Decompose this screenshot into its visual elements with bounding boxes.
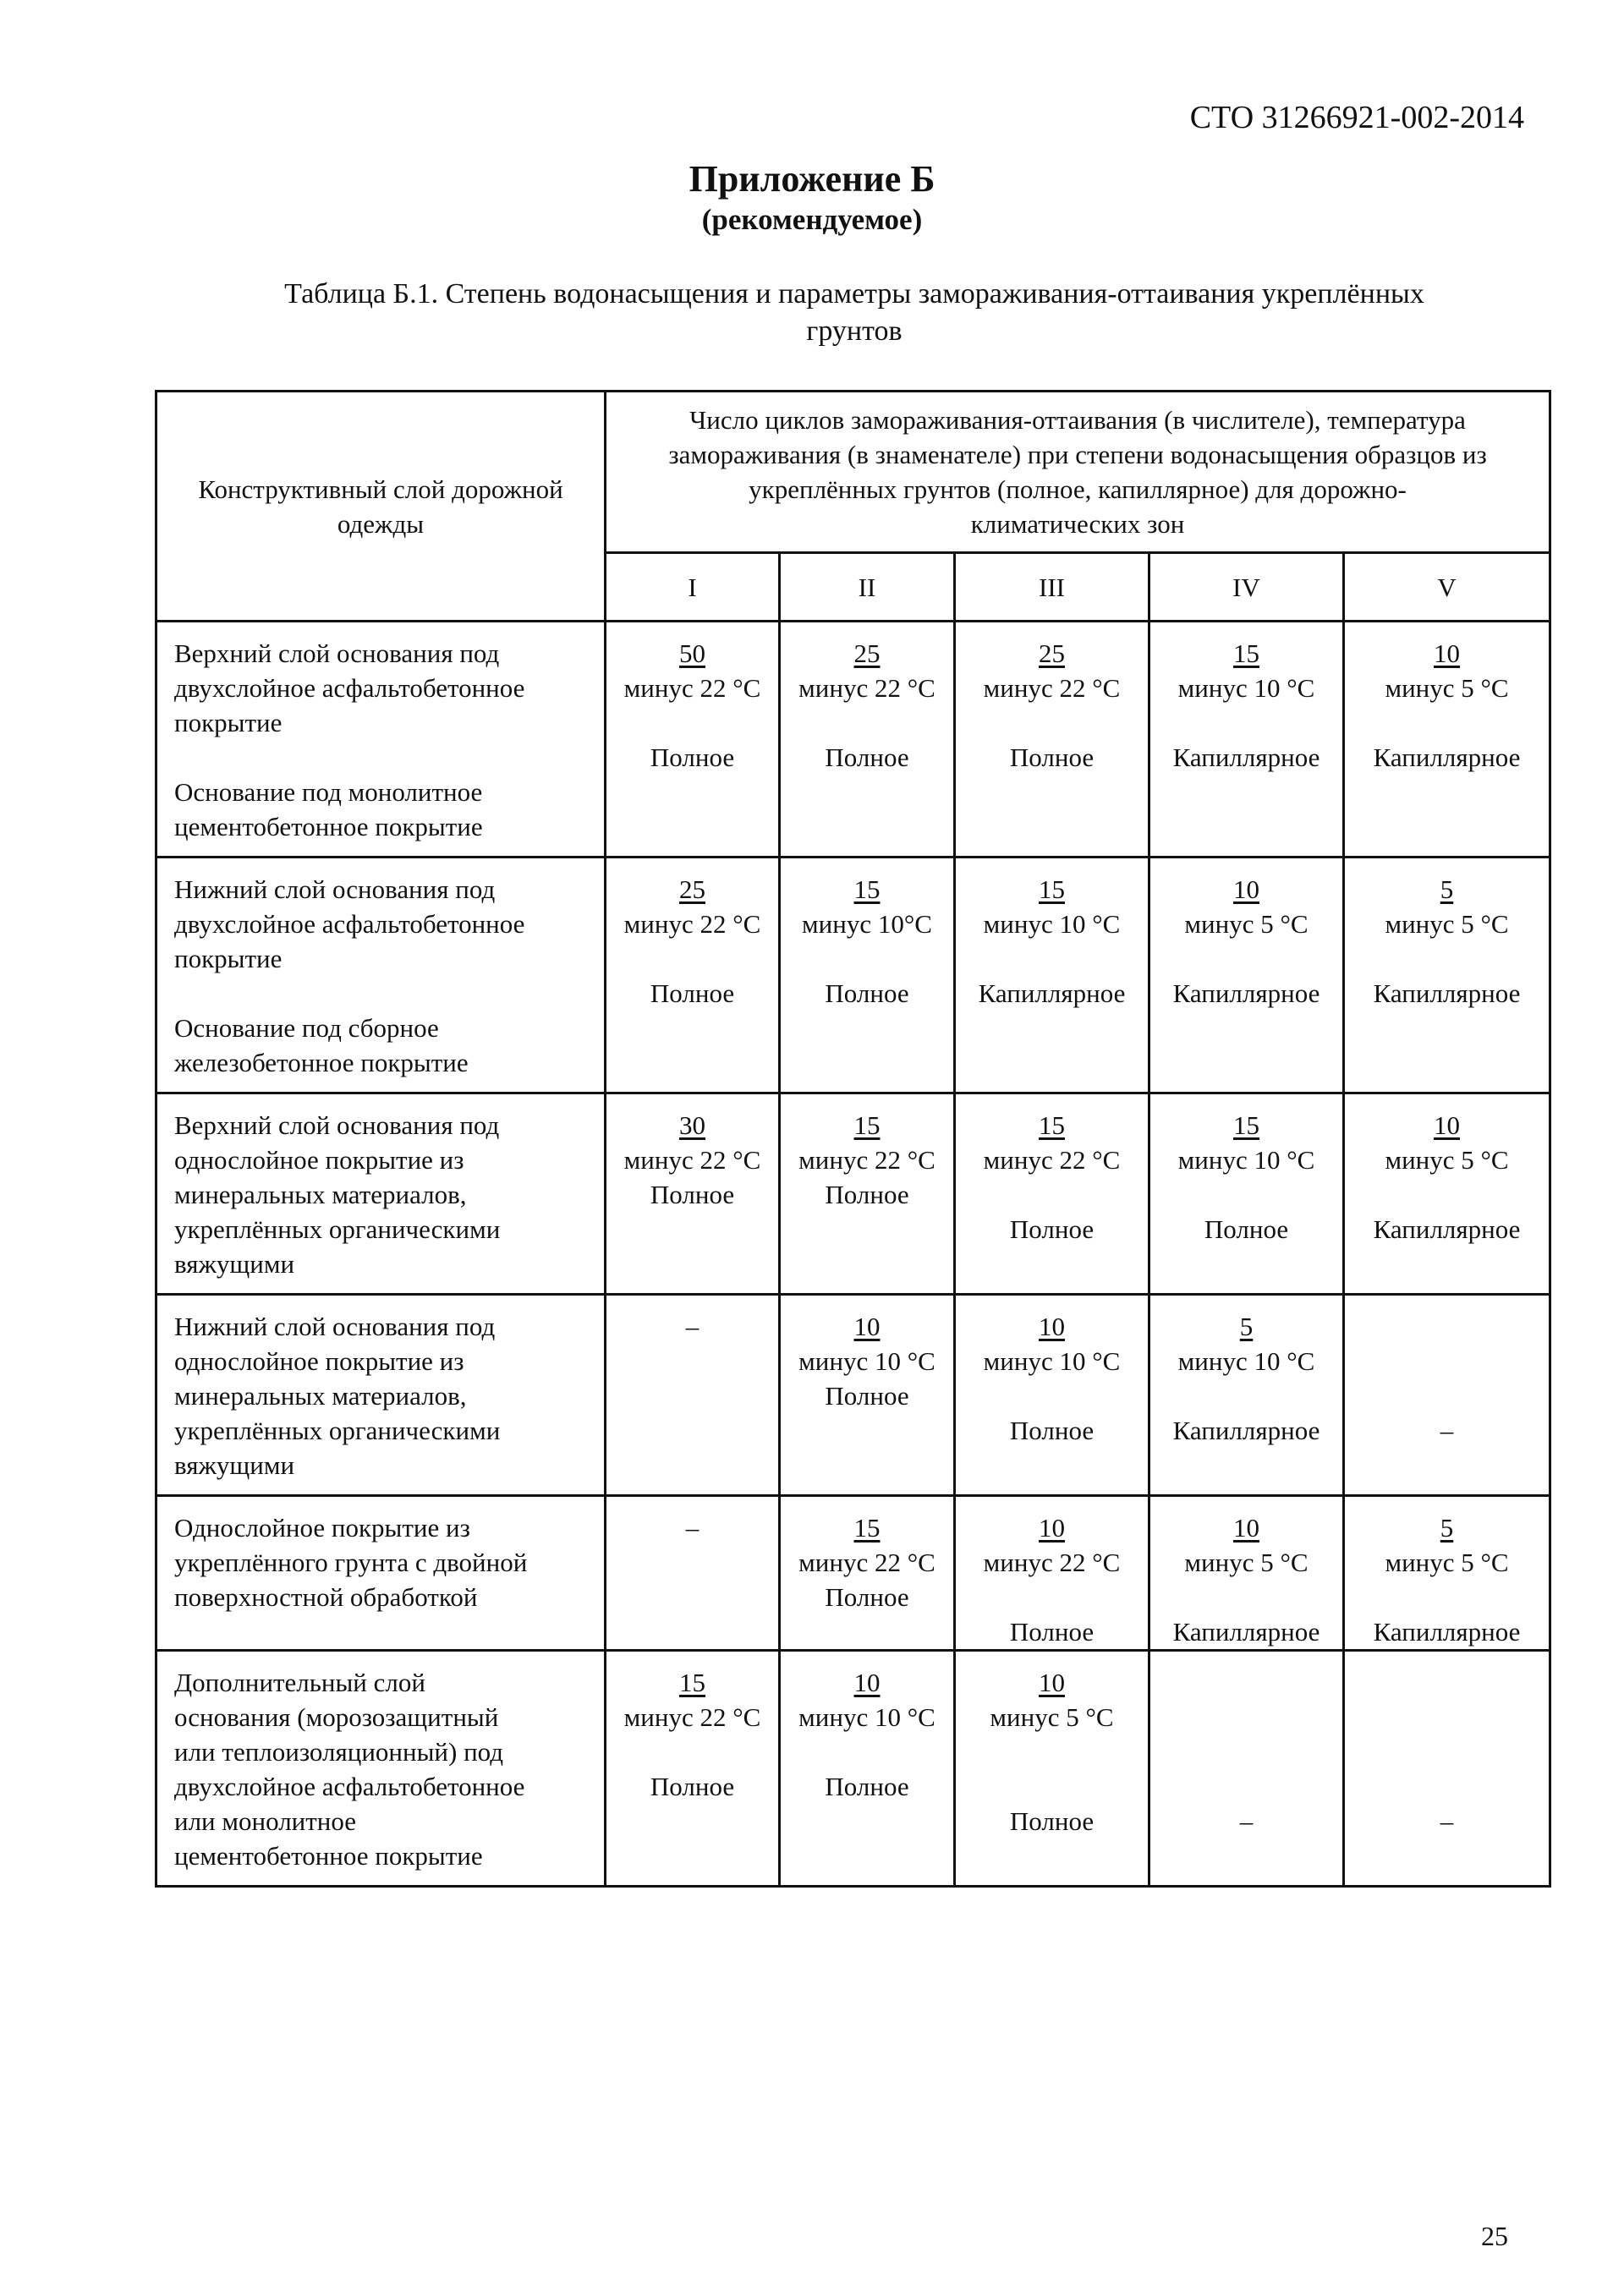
freeze-temperature: минус 10 °С (798, 1702, 935, 1732)
zone-value-cell (780, 1496, 955, 1651)
value-line (1345, 1665, 1549, 1700)
header-line: Число циклов замораживания-оттаивания (в числителе), температура (689, 405, 1466, 435)
cycle-count: 15 (1233, 638, 1259, 668)
document-code: СТО 31266921-002-2014 (1189, 100, 1524, 135)
layer-description-line: вяжущими (174, 1450, 295, 1480)
saturation-degree: Капиллярное (1373, 1617, 1521, 1647)
zone-value-cell (1344, 1093, 1550, 1295)
freeze-temperature: минус 10°С (802, 909, 932, 939)
zone-value-cell (780, 622, 955, 858)
cycle-count: 25 (679, 874, 705, 904)
freeze-temperature: минус 5 °С (1184, 1548, 1309, 1577)
value-line (1150, 1580, 1342, 1614)
zone-value-cell (606, 1295, 780, 1496)
value-line (956, 1769, 1148, 1804)
zone-value-cell (606, 858, 780, 1093)
header-line: одежды (337, 508, 425, 539)
saturation-degree: Капиллярное (1172, 1617, 1320, 1647)
layer-description-line: или монолитное (174, 1806, 357, 1836)
layer-description-line: или теплоизоляционный) под (174, 1737, 504, 1767)
layer-description-line: двухслойное асфальтобетонное (174, 1772, 525, 1801)
cycle-count: 10 (853, 1312, 881, 1341)
layer-description-line: покрытие (174, 708, 283, 737)
table-row (156, 1295, 1550, 1496)
layer-description-line: Верхний слой основания под (174, 638, 500, 668)
layer-description-item (174, 1108, 594, 1281)
layer-description-cell (156, 1295, 606, 1496)
spacer (174, 976, 594, 1011)
layer-description-item (174, 1309, 594, 1482)
layer-description-line: Нижний слой основания под (174, 1312, 496, 1341)
freeze-temperature: минус 22 °С (623, 673, 761, 703)
cycle-count: 25 (1039, 638, 1065, 668)
layer-description-line: поверхностной обработкой (174, 1582, 478, 1612)
empty-dash: – (1239, 1806, 1254, 1836)
value-line (1345, 1378, 1549, 1413)
layer-description-item (174, 872, 594, 976)
freeze-temperature: минус 22 °С (623, 909, 761, 939)
value-line (1150, 1378, 1342, 1413)
header-line: замораживания (в знаменателе) при степени водонасыщения образцов из (668, 440, 1487, 469)
header-line: Конструктивный слой дорожной (198, 474, 563, 504)
zone-header: V (1344, 553, 1550, 622)
empty-dash: – (1440, 1416, 1454, 1445)
freeze-temperature: минус 10 °С (1177, 1346, 1315, 1376)
zone-value-cell (955, 1496, 1149, 1651)
cycle-count: 10 (1039, 1668, 1065, 1697)
cycle-count: 5 (1440, 874, 1454, 904)
empty-dash: – (685, 1513, 700, 1543)
value-line (1345, 1309, 1549, 1344)
saturation-degree: Капиллярное (1172, 978, 1320, 1008)
value-line (781, 941, 953, 976)
freeze-temperature: минус 10 °С (983, 1346, 1121, 1376)
layer-description-line: укреплённых органическими (174, 1214, 501, 1244)
layer-description-line: укреплённых органическими (174, 1416, 501, 1445)
layer-description-line: вяжущими (174, 1249, 295, 1279)
freeze-thaw-table (155, 390, 1551, 1888)
cycle-count: 10 (1039, 1312, 1065, 1341)
layer-description-line: основания (морозозащитный (174, 1702, 499, 1732)
value-line (956, 1734, 1148, 1769)
saturation-degree: Полное (1009, 1416, 1095, 1445)
layer-description-line: однослойное покрытие из (174, 1145, 464, 1175)
value-line (606, 1734, 778, 1769)
zone-value-cell (955, 622, 1149, 858)
zone-value-cell (955, 1093, 1149, 1295)
layer-description-line: цементобетонное покрытие (174, 812, 483, 841)
zone-value-cell (1149, 1093, 1344, 1295)
freeze-temperature: минус 22 °С (983, 673, 1121, 703)
layer-description-line: минеральных материалов, (174, 1381, 467, 1411)
zone-value-cell (780, 1651, 955, 1887)
cycle-count: 15 (853, 874, 881, 904)
freeze-temperature: минус 5 °С (1385, 673, 1509, 703)
value-line (1150, 1769, 1342, 1804)
zone-value-cell (606, 1093, 780, 1295)
freeze-temperature: минус 22 °С (798, 1145, 935, 1175)
cycle-count: 50 (679, 638, 705, 668)
saturation-degree: Капиллярное (1373, 1214, 1521, 1244)
cycle-count: 10 (853, 1668, 881, 1697)
value-line (1150, 705, 1342, 740)
cycle-count: 5 (1440, 1513, 1454, 1543)
zone-value-cell (1149, 1295, 1344, 1496)
cycle-count: 10 (1233, 874, 1259, 904)
zone-value-cell (955, 858, 1149, 1093)
saturation-degree: Капиллярное (1172, 1416, 1320, 1445)
value-line (1150, 941, 1342, 976)
zone-value-cell (1344, 1496, 1550, 1651)
layer-description-item (174, 636, 594, 740)
layer-description-item (174, 1510, 594, 1614)
layer-description-line: двухслойное асфальтобетонное (174, 909, 525, 939)
zone-value-cell (1149, 1651, 1344, 1887)
value-line (781, 1734, 953, 1769)
layer-description-cell (156, 1496, 606, 1651)
saturation-degree: Полное (825, 743, 909, 772)
table-row (156, 858, 1550, 1093)
saturation-degree: Полное (650, 743, 735, 772)
saturation-degree: Капиллярное (1373, 978, 1521, 1008)
zone-value-cell (780, 1295, 955, 1496)
header-line: климатических зон (970, 509, 1185, 539)
value-line (1150, 1177, 1342, 1212)
value-line (606, 941, 778, 976)
layer-description-line: минеральных материалов, (174, 1180, 467, 1209)
layer-description-cell (156, 622, 606, 858)
cycle-count: 5 (1239, 1312, 1254, 1341)
layer-description-cell (156, 858, 606, 1093)
spacer (174, 740, 594, 775)
zone-header: I (606, 553, 780, 622)
value-line (956, 1177, 1148, 1212)
layer-description-line: Однослойное покрытие из (174, 1513, 470, 1543)
saturation-degree: Полное (1009, 1617, 1095, 1647)
table-caption-line: Таблица Б.1. Степень водонасыщения и параметры замораживания-оттаивания укреплённых (284, 278, 1424, 310)
freeze-temperature: минус 5 °С (1385, 1145, 1509, 1175)
freeze-temperature: минус 10 °С (1177, 1145, 1315, 1175)
empty-dash: – (685, 1312, 700, 1341)
saturation-degree: Полное (1009, 1806, 1095, 1836)
appendix-subtitle: (рекомендуемое) (701, 203, 923, 236)
layer-description-line: железобетонное покрытие (174, 1048, 469, 1077)
value-line (1345, 1700, 1549, 1734)
freeze-temperature: минус 22 °С (798, 673, 935, 703)
saturation-degree: Полное (825, 1180, 909, 1209)
cycle-count: 15 (1039, 874, 1065, 904)
header-line: укреплённых грунтов (полное, капиллярное) для дорожно- (749, 474, 1407, 504)
zone-value-cell (955, 1295, 1149, 1496)
layer-description-line: Нижний слой основания под (174, 874, 496, 904)
cycle-count: 15 (1233, 1110, 1259, 1140)
value-line (1345, 1734, 1549, 1769)
saturation-degree: Капиллярное (1373, 743, 1521, 772)
value-line (1345, 1580, 1549, 1614)
cycle-count: 15 (679, 1668, 705, 1697)
freeze-temperature: минус 22 °С (983, 1145, 1121, 1175)
cycle-count: 15 (853, 1110, 881, 1140)
saturation-degree: Полное (650, 1772, 735, 1801)
zone-value-cell (780, 1093, 955, 1295)
layer-description-cell (156, 1651, 606, 1887)
freeze-temperature: минус 5 °С (1385, 909, 1509, 939)
layer-description-line: Основание под монолитное (174, 777, 483, 807)
saturation-degree: Полное (1009, 1214, 1095, 1244)
saturation-degree: Полное (825, 1582, 909, 1612)
empty-dash: – (1440, 1806, 1454, 1836)
table-row (156, 622, 1550, 858)
freeze-temperature: минус 10 °С (983, 909, 1121, 939)
layer-description-line: укреплённого грунта с двойной (174, 1548, 528, 1577)
value-line (606, 705, 778, 740)
value-line (1150, 1700, 1342, 1734)
table-row (156, 1496, 1550, 1651)
saturation-degree: Капиллярное (1172, 743, 1320, 772)
appendix-title: Приложение Б (689, 158, 935, 200)
cycle-count: 10 (1039, 1513, 1065, 1543)
value-line (1345, 1769, 1549, 1804)
zone-value-cell (1344, 622, 1550, 858)
page-number: 25 (1481, 2221, 1508, 2251)
cycle-count: 15 (1039, 1110, 1065, 1140)
zone-value-cell (606, 1651, 780, 1887)
zone-value-cell (1344, 858, 1550, 1093)
zones-group-header (606, 392, 1550, 553)
freeze-temperature: минус 22 °С (983, 1548, 1121, 1577)
layer-description-line: однослойное покрытие из (174, 1346, 464, 1376)
value-line (956, 1580, 1148, 1614)
layer-description-item (174, 1011, 594, 1080)
value-line (781, 705, 953, 740)
value-line (1345, 1177, 1549, 1212)
cycle-count: 25 (853, 638, 881, 668)
layer-description-line: Основание под сборное (174, 1013, 439, 1043)
freeze-temperature: минус 22 °С (623, 1702, 761, 1732)
cycle-count: 10 (1434, 638, 1461, 668)
value-line (956, 941, 1148, 976)
zone-header: II (780, 553, 955, 622)
layer-description-line: Дополнительный слой (174, 1668, 425, 1697)
cycle-count: 10 (1434, 1110, 1461, 1140)
table-caption (178, 276, 1531, 350)
zone-value-cell (1344, 1295, 1550, 1496)
saturation-degree: Полное (825, 1772, 909, 1801)
zone-header: IV (1149, 553, 1344, 622)
layer-description-line: покрытие (174, 944, 283, 973)
cycle-count: 10 (1233, 1513, 1259, 1543)
table-caption-line: грунтов (806, 315, 903, 347)
zone-header: III (955, 553, 1149, 622)
table-row (156, 1093, 1550, 1295)
zone-value-cell (1149, 622, 1344, 858)
freeze-temperature: минус 22 °С (623, 1145, 761, 1175)
saturation-degree: Капиллярное (978, 978, 1126, 1008)
value-line (1150, 1665, 1342, 1700)
zone-value-cell (1149, 1496, 1344, 1651)
layer-column-header (156, 392, 606, 622)
layer-description-cell (156, 1093, 606, 1295)
freeze-temperature: минус 10 °С (798, 1346, 935, 1376)
zone-value-cell (606, 622, 780, 858)
freeze-temperature: минус 5 °С (1184, 909, 1309, 939)
value-line (956, 705, 1148, 740)
zone-value-cell (1149, 858, 1344, 1093)
cycle-count: 15 (853, 1513, 881, 1543)
layer-description-line: двухслойное асфальтобетонное (174, 673, 525, 703)
value-line (956, 1378, 1148, 1413)
value-line (1345, 705, 1549, 740)
layer-description-item (174, 1665, 594, 1873)
zone-value-cell (780, 858, 955, 1093)
saturation-degree: Полное (1204, 1214, 1289, 1244)
saturation-degree: Полное (650, 978, 735, 1008)
value-line (1150, 1734, 1342, 1769)
value-line (1345, 1344, 1549, 1378)
value-line (1345, 941, 1549, 976)
table-row (156, 1651, 1550, 1887)
saturation-degree: Полное (825, 1381, 909, 1411)
saturation-degree: Полное (1009, 743, 1095, 772)
layer-description-line: цементобетонное покрытие (174, 1841, 483, 1871)
layer-description-line: Верхний слой основания под (174, 1110, 500, 1140)
freeze-temperature: минус 22 °С (798, 1548, 935, 1577)
zone-value-cell (955, 1651, 1149, 1887)
saturation-degree: Полное (825, 978, 909, 1008)
cycle-count: 30 (679, 1110, 705, 1140)
zone-value-cell (1344, 1651, 1550, 1887)
saturation-degree: Полное (650, 1180, 735, 1209)
freeze-temperature: минус 10 °С (1177, 673, 1315, 703)
table-header-row (156, 392, 1550, 553)
layer-description-item (174, 775, 594, 844)
freeze-temperature: минус 5 °С (990, 1702, 1114, 1732)
zone-value-cell (606, 1496, 780, 1651)
freeze-temperature: минус 5 °С (1385, 1548, 1509, 1577)
